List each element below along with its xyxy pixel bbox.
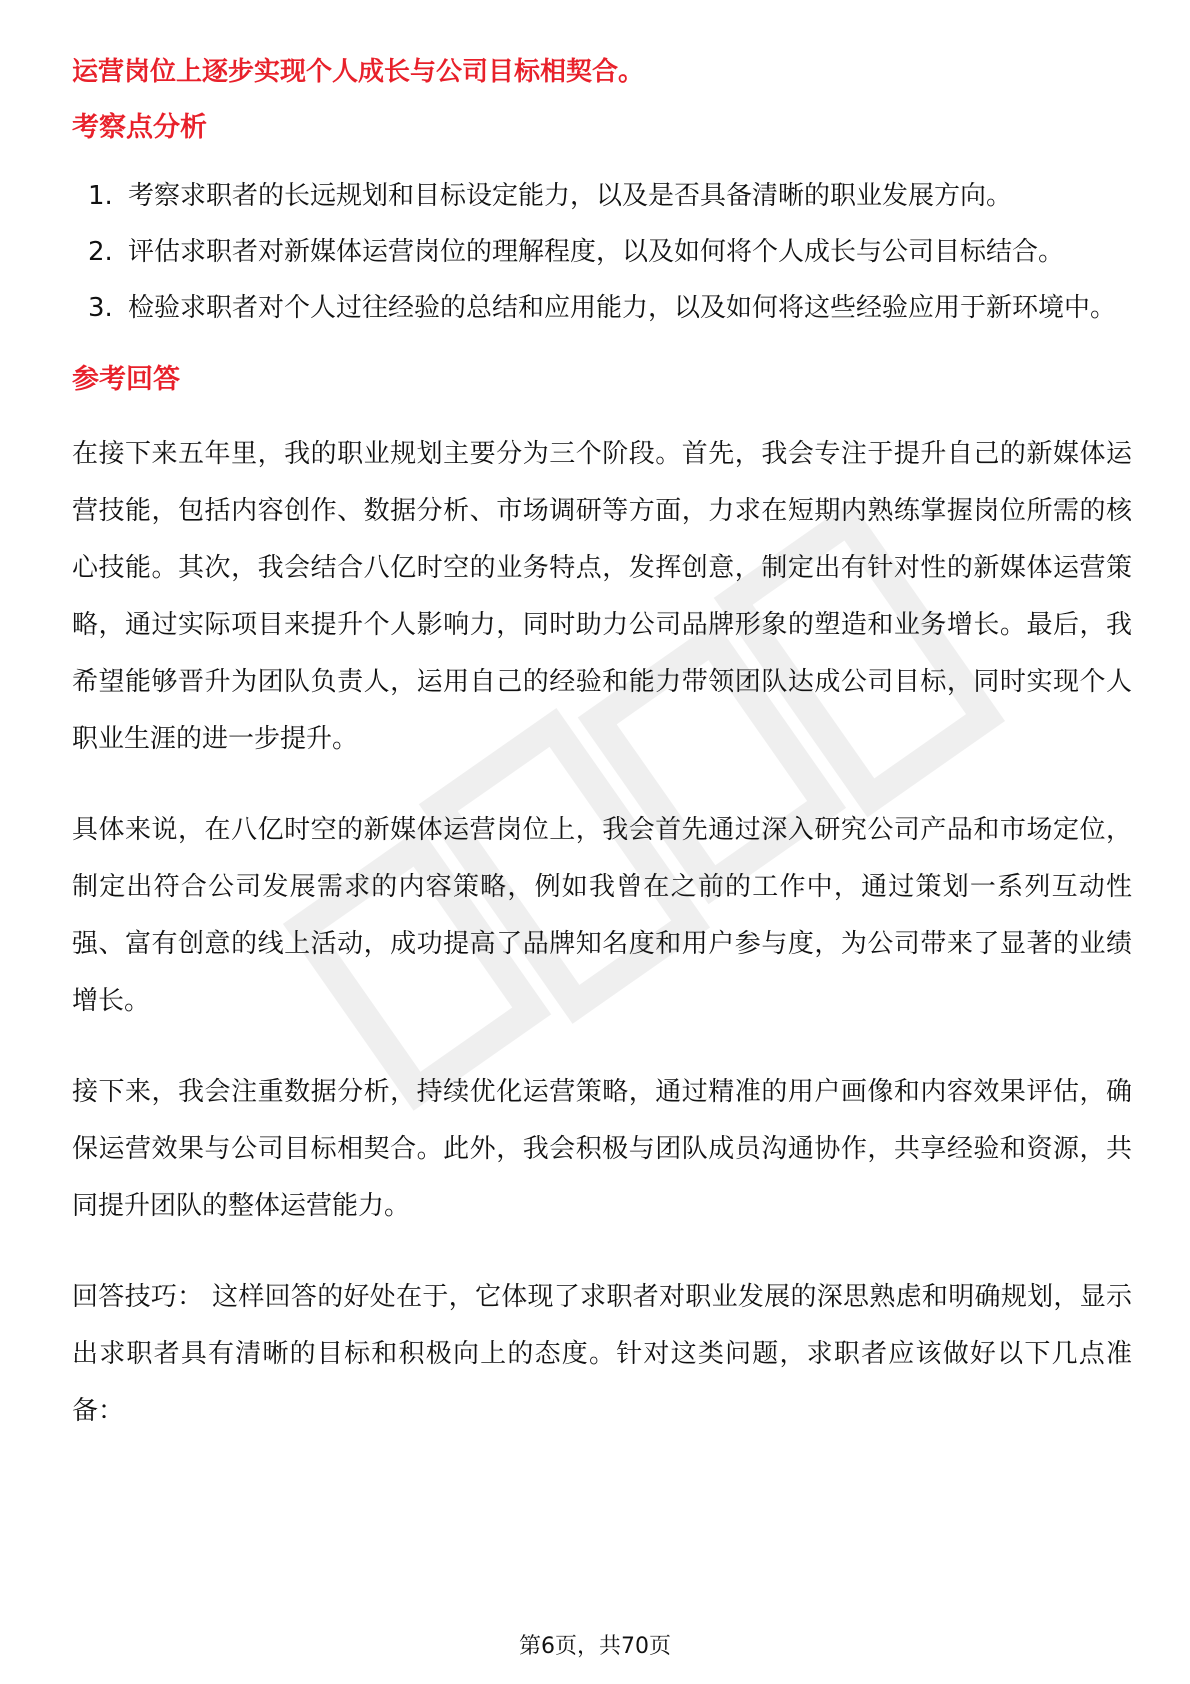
answer-paragraph: 在接下来五年里，我的职业规划主要分为三个阶段。首先，我会专注于提升自己的新媒体运营技能，包括内容创作、数据分析、市场调研等方面，力求在短期内熟练掌握岗位所需的核心技能。其次，我会结合八亿时空的业务特点，发挥创意，制定出有针对性的新媒体运营策略，通过实际项目来提升个人影响力，同时助力公司品牌形象的塑造和业务增长。最后，我希望能够晋升为团队负责人，运用自己的经验和能力带领团队达成公司目标，同时实现个人职业生涯的进一步提升。 [72, 439, 1132, 754]
page-content [72, 44, 1132, 1440]
list-item-text: 评估求职者对新媒体运营岗位的理解程度，以及如何将个人成长与公司目标结合。 [128, 237, 1065, 267]
analysis-list [72, 168, 1132, 336]
list-item-text: 考察求职者的长远规划和目标设定能力，以及是否具备清晰的职业发展方向。 [128, 181, 1013, 211]
list-item [72, 168, 1132, 224]
answer-paragraph: 接下来，我会注重数据分析，持续优化运营策略，通过精准的用户画像和内容效果评估，确保运营效果与公司目标相契合。此外，我会积极与团队成员沟通协作，共享经验和资源，共同提升团队的整体运营能力。 [72, 1077, 1132, 1221]
lead-sentence: 运营岗位上逐步实现个人成长与公司目标相契合。 [72, 57, 645, 87]
list-item-number: 3. [88, 293, 113, 323]
list-item-number: 1. [88, 181, 113, 211]
list-item-number: 2. [88, 237, 113, 267]
list-item-text: 检验求职者对个人过往经验的总结和应用能力，以及如何将这些经验应用于新环境中。 [128, 293, 1117, 323]
list-item [72, 224, 1132, 280]
list-item [72, 280, 1132, 336]
analysis-heading: 考察点分析 [72, 112, 207, 143]
answer-paragraph: 具体来说，在八亿时空的新媒体运营岗位上，我会首先通过深入研究公司产品和市场定位，制定出符合公司发展需求的内容策略，例如我曾在之前的工作中，通过策划一系列互动性强、富有创意的线上活动，成功提高了品牌知名度和用户参与度，为公司带来了显著的业绩增长。 [72, 815, 1132, 1016]
answer-heading: 参考回答 [72, 364, 180, 395]
page-number-footer: 第6页，共70页 [519, 1634, 671, 1659]
answer-tips-paragraph: 回答技巧： 这样回答的好处在于，它体现了求职者对职业发展的深思熟虑和明确规划，显示出求职者具有清晰的目标和积极向上的态度。针对这类问题，求职者应该做好以下几点准备： [72, 1282, 1132, 1426]
